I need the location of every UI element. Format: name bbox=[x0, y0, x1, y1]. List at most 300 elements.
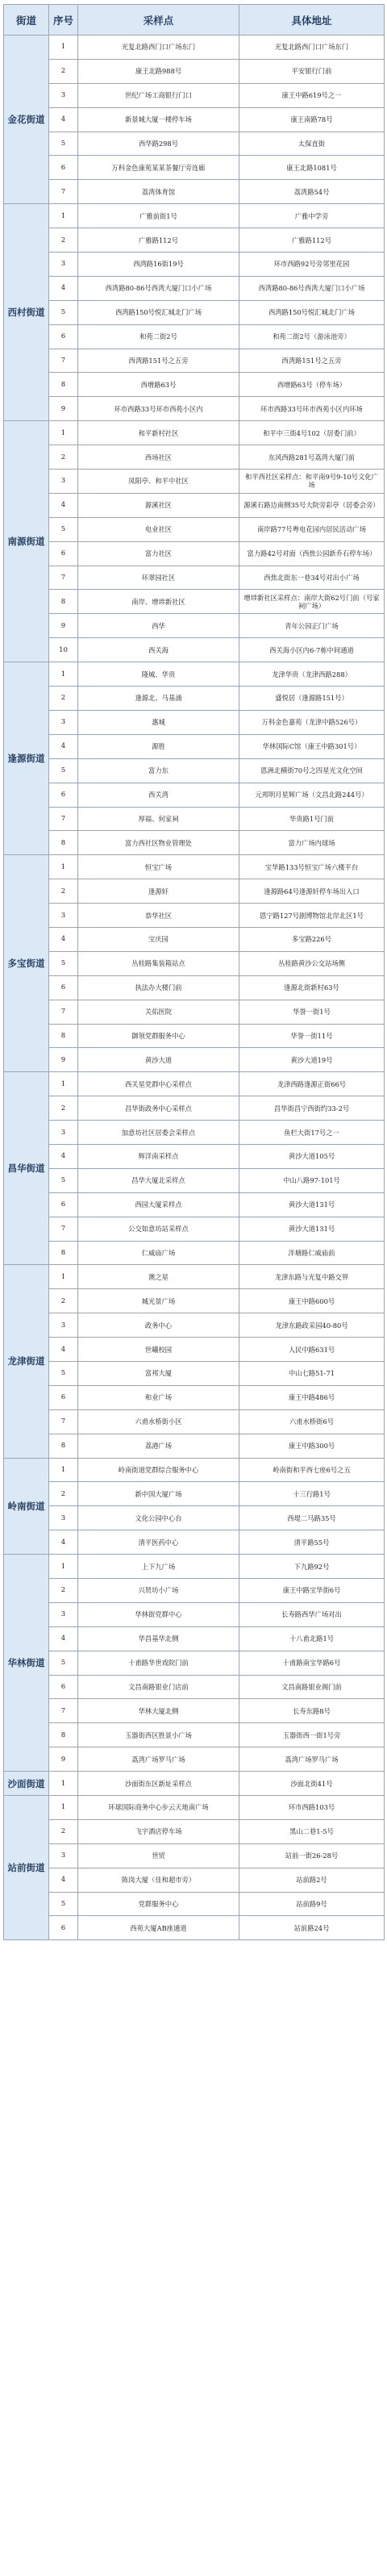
sampling-point: 关佑医院 bbox=[78, 1000, 239, 1024]
address: 增埗新社区采样点：南岸大街62号门前（号家祠广场） bbox=[239, 590, 385, 614]
table-row bbox=[4, 687, 385, 711]
row-index: 7 bbox=[49, 566, 78, 590]
table-row bbox=[4, 1192, 385, 1217]
row-index: 4 bbox=[49, 1144, 78, 1168]
table-row bbox=[4, 397, 385, 421]
address: 泮塘路仁威庙前 bbox=[239, 1241, 385, 1265]
sampling-point: 上下九广场 bbox=[78, 1555, 239, 1579]
address: 南岸路77号粤电花园内居民活动广场 bbox=[239, 517, 385, 541]
table-row bbox=[4, 1602, 385, 1626]
address: 黑山二巷1-5号 bbox=[239, 1819, 385, 1843]
row-index: 1 bbox=[49, 204, 78, 228]
row-index: 4 bbox=[49, 493, 78, 517]
row-index: 7 bbox=[49, 349, 78, 373]
row-index: 5 bbox=[49, 1361, 78, 1385]
address: 环市西路92号旁邻里花园 bbox=[239, 253, 385, 277]
address: 康王北路1081号 bbox=[239, 156, 385, 180]
row-index: 1 bbox=[49, 1265, 78, 1289]
table-row bbox=[4, 1409, 385, 1434]
table-row bbox=[4, 1000, 385, 1024]
sampling-point: 环球国际商务中心步云天地南广场 bbox=[78, 1796, 239, 1820]
address: 富力路42号对面（西焦公园新乔石停车场） bbox=[239, 541, 385, 566]
sampling-point: 逢源北、马基涌 bbox=[78, 687, 239, 711]
address: 西焦北街东一巷34号对出小广场 bbox=[239, 566, 385, 590]
address: 广雅路112号 bbox=[239, 228, 385, 253]
table-row bbox=[4, 758, 385, 783]
row-index: 4 bbox=[49, 1530, 78, 1555]
table-row bbox=[4, 493, 385, 517]
sampling-point: 广雅前街1号 bbox=[78, 204, 239, 228]
row-index: 1 bbox=[49, 1772, 78, 1796]
sampling-point: 华林大厦北侧 bbox=[78, 1699, 239, 1723]
street-name: 龙津街道 bbox=[4, 1265, 49, 1458]
sampling-point: 环翠园社区 bbox=[78, 566, 239, 590]
table-row bbox=[4, 132, 385, 156]
address: 华贵路1号门前 bbox=[239, 807, 385, 831]
sampling-point: 富力社区 bbox=[78, 541, 239, 566]
sampling-point: 源胜 bbox=[78, 734, 239, 758]
table-row bbox=[4, 1434, 385, 1458]
table-row bbox=[4, 1144, 385, 1168]
sampling-point: 西增路63号 bbox=[78, 373, 239, 397]
address: 逢源路64号逢源轩停车场出入口 bbox=[239, 879, 385, 904]
row-index: 2 bbox=[49, 879, 78, 904]
table-row bbox=[4, 1747, 385, 1772]
table-row bbox=[4, 373, 385, 397]
sampling-point: 西湾路150号悦汇城北门广场 bbox=[78, 300, 239, 324]
row-index: 4 bbox=[49, 1868, 78, 1892]
row-index: 8 bbox=[49, 373, 78, 397]
address: 黄沙大道131号 bbox=[239, 1217, 385, 1241]
table-body bbox=[4, 35, 385, 1940]
table-row bbox=[4, 1217, 385, 1241]
address: 康王南路78号 bbox=[239, 107, 385, 132]
sampling-point: 澳之星 bbox=[78, 1265, 239, 1289]
row-index: 8 bbox=[49, 1723, 78, 1747]
address: 西湾路150号悦汇城北门广场 bbox=[239, 300, 385, 324]
sampling-point: 西关星党群中心采样点 bbox=[78, 1072, 239, 1096]
header-address: 具体地址 bbox=[239, 5, 385, 35]
row-index: 3 bbox=[49, 1843, 78, 1868]
row-index: 1 bbox=[49, 1796, 78, 1820]
table-row bbox=[4, 1313, 385, 1338]
address: 康王中路600号 bbox=[239, 1289, 385, 1313]
table-row bbox=[4, 855, 385, 879]
row-index: 4 bbox=[49, 734, 78, 758]
sampling-point: 逢源轩 bbox=[78, 879, 239, 904]
row-index: 8 bbox=[49, 1241, 78, 1265]
sampling-point: 恭华社区 bbox=[78, 904, 239, 928]
row-index: 1 bbox=[49, 1072, 78, 1096]
sampling-point: 富邦大厦 bbox=[78, 1361, 239, 1385]
header-index: 序号 bbox=[49, 5, 78, 35]
sampling-point: 南岸、增埗新社区 bbox=[78, 590, 239, 614]
address: 站前路2号 bbox=[239, 1868, 385, 1892]
sampling-point: 万科金色康苑某某茶餐厅旁连廊 bbox=[78, 156, 239, 180]
row-index: 6 bbox=[49, 324, 78, 349]
sampling-point: 丛桂路集装箱站点 bbox=[78, 951, 239, 975]
row-index: 2 bbox=[49, 1819, 78, 1843]
row-index: 5 bbox=[49, 758, 78, 783]
address: 和平中三街4号102（居委门前） bbox=[239, 421, 385, 445]
row-index: 9 bbox=[49, 614, 78, 638]
row-index: 7 bbox=[49, 807, 78, 831]
table-row bbox=[4, 83, 385, 107]
sampling-point: 荔湾广场罗马广场 bbox=[78, 1747, 239, 1772]
row-index: 5 bbox=[49, 517, 78, 541]
street-name: 金花街道 bbox=[4, 35, 49, 204]
address: 十三行路1号 bbox=[239, 1482, 385, 1506]
sampling-point: 黄沙大道 bbox=[78, 1048, 239, 1072]
sampling-point: 富力东 bbox=[78, 758, 239, 783]
table-row bbox=[4, 1723, 385, 1747]
row-index: 2 bbox=[49, 1289, 78, 1313]
row-index: 5 bbox=[49, 1892, 78, 1916]
table-row bbox=[4, 904, 385, 928]
table-row bbox=[4, 324, 385, 349]
table-row bbox=[4, 180, 385, 204]
table-row bbox=[4, 517, 385, 541]
sampling-point: 宝庆园 bbox=[78, 927, 239, 951]
table-row bbox=[4, 253, 385, 277]
address: 长寿东路8号 bbox=[239, 1699, 385, 1723]
row-index: 2 bbox=[49, 445, 78, 470]
street-name: 南源街道 bbox=[4, 421, 49, 662]
address: 丛桂路黄沙公交站场侧 bbox=[239, 951, 385, 975]
address: 沙面北街41号 bbox=[239, 1772, 385, 1796]
address: 清平路55号 bbox=[239, 1530, 385, 1555]
table-row bbox=[4, 35, 385, 60]
row-index: 3 bbox=[49, 1602, 78, 1626]
address: 站前路24号 bbox=[239, 1916, 385, 1940]
row-index: 1 bbox=[49, 421, 78, 445]
row-index: 5 bbox=[49, 1651, 78, 1675]
sampling-point: 广雅路112号 bbox=[78, 228, 239, 253]
row-index: 6 bbox=[49, 1385, 78, 1409]
table-row bbox=[4, 421, 385, 445]
table-row bbox=[4, 1819, 385, 1843]
sampling-point: 玉器街西区胜景小广场 bbox=[78, 1723, 239, 1747]
row-index: 7 bbox=[49, 1409, 78, 1434]
row-index: 2 bbox=[49, 59, 78, 83]
address: 龙津西路逢源正街66号 bbox=[239, 1072, 385, 1096]
address: 黄沙大道19号 bbox=[239, 1048, 385, 1072]
address: 中山八路97-101号 bbox=[239, 1168, 385, 1192]
sampling-point: 飞宇酒店停车场 bbox=[78, 1819, 239, 1843]
table-row bbox=[4, 156, 385, 180]
row-index: 6 bbox=[49, 1192, 78, 1217]
address: 文昌南路银业阁门前 bbox=[239, 1675, 385, 1699]
row-index: 5 bbox=[49, 132, 78, 156]
row-index: 1 bbox=[49, 35, 78, 60]
row-index: 7 bbox=[49, 1699, 78, 1723]
table-row bbox=[4, 951, 385, 975]
address: 康王中路宝华街6号 bbox=[239, 1579, 385, 1603]
sampling-point: 辉洋南采样点 bbox=[78, 1144, 239, 1168]
table-row bbox=[4, 541, 385, 566]
row-index: 5 bbox=[49, 300, 78, 324]
address: 恩宁路127号剧博物馆北岸北区1号 bbox=[239, 904, 385, 928]
sampling-point: 世曦校园 bbox=[78, 1338, 239, 1362]
address: 十甫路南宝华路6号 bbox=[239, 1651, 385, 1675]
address: 康王中路300号 bbox=[239, 1434, 385, 1458]
header-sampling-point: 采样点 bbox=[78, 5, 239, 35]
sampling-point: 世贸 bbox=[78, 1843, 239, 1868]
sampling-point: 西湾路16街19号 bbox=[78, 253, 239, 277]
row-index: 6 bbox=[49, 541, 78, 566]
address: 荔湾路54号 bbox=[239, 180, 385, 204]
sampling-point: 西湾路80-86号西湾大厦门口小广场 bbox=[78, 276, 239, 300]
sampling-point: 西苑大厦AB座通道 bbox=[78, 1916, 239, 1940]
table-row bbox=[4, 1096, 385, 1121]
table-row bbox=[4, 710, 385, 734]
sampling-point: 加意坊社区居委会采样点 bbox=[78, 1121, 239, 1145]
sampling-point: 源溪社区 bbox=[78, 493, 239, 517]
table-row bbox=[4, 831, 385, 855]
row-index: 3 bbox=[49, 1313, 78, 1338]
address: 昌华街昌宁西街约33-2号 bbox=[239, 1096, 385, 1121]
address: 六甫水桥街6号 bbox=[239, 1409, 385, 1434]
sampling-point: 惠城 bbox=[78, 710, 239, 734]
address: 环市西路33号环市西苑小区内环场 bbox=[239, 397, 385, 421]
table-row bbox=[4, 1530, 385, 1555]
address: 宝华路133号恒宝广场六楼平台 bbox=[239, 855, 385, 879]
sampling-point: 西场社区 bbox=[78, 445, 239, 470]
sampling-point: 恒宝广场 bbox=[78, 855, 239, 879]
address: 长寿路西华广场对出 bbox=[239, 1602, 385, 1626]
sampling-point: 西关海 bbox=[78, 638, 239, 662]
row-index: 3 bbox=[49, 904, 78, 928]
table-row bbox=[4, 638, 385, 662]
table-row bbox=[4, 1338, 385, 1362]
table-row bbox=[4, 1482, 385, 1506]
address: 站前一街26-28号 bbox=[239, 1843, 385, 1868]
table-row bbox=[4, 975, 385, 1000]
street-name: 沙面街道 bbox=[4, 1772, 49, 1796]
address: 广雅中学旁 bbox=[239, 204, 385, 228]
sampling-point: 康王北路988号 bbox=[78, 59, 239, 83]
sampling-point: 荔港广场 bbox=[78, 1434, 239, 1458]
row-index: 3 bbox=[49, 470, 78, 494]
table-row bbox=[4, 204, 385, 228]
sampling-point: 厚福、何家祠 bbox=[78, 807, 239, 831]
table-row bbox=[4, 107, 385, 132]
row-index: 8 bbox=[49, 590, 78, 614]
address: 万科金色嘉苑（龙津中路526号） bbox=[239, 710, 385, 734]
row-index: 6 bbox=[49, 1916, 78, 1940]
row-index: 4 bbox=[49, 107, 78, 132]
address: 西堤二马路35号 bbox=[239, 1506, 385, 1530]
street-name: 西村街道 bbox=[4, 204, 49, 421]
address: 和苑二街2号（游泳池旁） bbox=[239, 324, 385, 349]
sampling-point: 隆城、华贵 bbox=[78, 662, 239, 687]
table-row bbox=[4, 276, 385, 300]
table-row bbox=[4, 1361, 385, 1385]
row-index: 1 bbox=[49, 855, 78, 879]
address: 中山七路51-71 bbox=[239, 1361, 385, 1385]
sampling-point: 陈岗大厦（佳和超市旁） bbox=[78, 1868, 239, 1892]
sampling-point: 兴贤坊小广场 bbox=[78, 1579, 239, 1603]
table-row bbox=[4, 445, 385, 470]
table-row bbox=[4, 1892, 385, 1916]
sampling-point: 沙面街东区新址采样点 bbox=[78, 1772, 239, 1796]
row-index: 4 bbox=[49, 1626, 78, 1651]
table-row bbox=[4, 1651, 385, 1675]
address: 黄沙大道105号 bbox=[239, 1144, 385, 1168]
sampling-point: 御领党群服务中心 bbox=[78, 1024, 239, 1048]
address: 荔湾广场罗马广场 bbox=[239, 1747, 385, 1772]
address: 龙津华贵（龙津西路288） bbox=[239, 662, 385, 687]
table-row bbox=[4, 1675, 385, 1699]
table-row bbox=[4, 1916, 385, 1940]
table-row bbox=[4, 1385, 385, 1409]
table-row bbox=[4, 1772, 385, 1796]
row-index: 7 bbox=[49, 180, 78, 204]
table-row bbox=[4, 1072, 385, 1096]
address: 西湾路80-86号西湾大厦门口小广场 bbox=[239, 276, 385, 300]
sampling-point: 六甫水桥街小区 bbox=[78, 1409, 239, 1434]
sampling-point: 政务中心 bbox=[78, 1313, 239, 1338]
row-index: 4 bbox=[49, 276, 78, 300]
sampling-point: 岭南街道党群综合服务中心 bbox=[78, 1458, 239, 1482]
sampling-point: 华昌基华北侧 bbox=[78, 1626, 239, 1651]
sampling-point: 西华 bbox=[78, 614, 239, 638]
address: 华誉一街11号 bbox=[239, 1024, 385, 1048]
header-row bbox=[4, 5, 385, 35]
sampling-point: 西关湾 bbox=[78, 783, 239, 807]
table-row bbox=[4, 879, 385, 904]
table-row bbox=[4, 1024, 385, 1048]
sampling-point: 和苑二街2号 bbox=[78, 324, 239, 349]
sampling-point: 电业社区 bbox=[78, 517, 239, 541]
row-index: 2 bbox=[49, 687, 78, 711]
row-index: 9 bbox=[49, 1747, 78, 1772]
address: 黄沙大道131号 bbox=[239, 1192, 385, 1217]
sampling-point: 昌华大厦北采样点 bbox=[78, 1168, 239, 1192]
table-row bbox=[4, 662, 385, 687]
table-row bbox=[4, 1579, 385, 1603]
sampling-point: 光复北路西门口广场东门 bbox=[78, 35, 239, 60]
table-row bbox=[4, 1699, 385, 1723]
address: 西增路63号（停车场） bbox=[239, 373, 385, 397]
row-index: 2 bbox=[49, 1482, 78, 1506]
row-index: 1 bbox=[49, 1555, 78, 1579]
address: 太保直街 bbox=[239, 132, 385, 156]
row-index: 6 bbox=[49, 1675, 78, 1699]
sampling-point: 公交如意坊站采样点 bbox=[78, 1217, 239, 1241]
street-name: 昌华街道 bbox=[4, 1072, 49, 1265]
table-row bbox=[4, 1289, 385, 1313]
sampling-point: 城光景广场 bbox=[78, 1289, 239, 1313]
table-row bbox=[4, 228, 385, 253]
sampling-point: 清平医药中心 bbox=[78, 1530, 239, 1555]
row-index: 6 bbox=[49, 975, 78, 1000]
table-row bbox=[4, 1458, 385, 1482]
row-index: 6 bbox=[49, 783, 78, 807]
sampling-point: 西华路298号 bbox=[78, 132, 239, 156]
address: 西湾路151号之五旁 bbox=[239, 349, 385, 373]
sampling-point: 凤阳亭、和平中社区 bbox=[78, 470, 239, 494]
address: 下九路92号 bbox=[239, 1555, 385, 1579]
address: 富力广场内球场 bbox=[239, 831, 385, 855]
table-row bbox=[4, 1796, 385, 1820]
sampling-point: 新景城大厦一楼停车场 bbox=[78, 107, 239, 132]
street-name: 逢源街道 bbox=[4, 662, 49, 855]
address: 玉器街西一街1号旁 bbox=[239, 1723, 385, 1747]
header-street: 街道 bbox=[4, 5, 49, 35]
address: 龙津东路与光复中路交界 bbox=[239, 1265, 385, 1289]
address: 青年公园正门广场 bbox=[239, 614, 385, 638]
table-row bbox=[4, 1241, 385, 1265]
row-index: 1 bbox=[49, 662, 78, 687]
address: 十八甫北路1号 bbox=[239, 1626, 385, 1651]
table-row bbox=[4, 734, 385, 758]
address: 康王中路619号之一 bbox=[239, 83, 385, 107]
address: 龙津东路政采园40-80号 bbox=[239, 1313, 385, 1338]
sampling-point: 环市西路33号环市西苑小区内 bbox=[78, 397, 239, 421]
street-name: 岭南街道 bbox=[4, 1458, 49, 1555]
address: 源溪石路边南侧35号大院旁彩亭（居委会旁） bbox=[239, 493, 385, 517]
row-index: 5 bbox=[49, 1168, 78, 1192]
address: 康王中路486号 bbox=[239, 1385, 385, 1409]
row-index: 9 bbox=[49, 1048, 78, 1072]
table-row bbox=[4, 1555, 385, 1579]
address: 华林国际C馆（康王中路301号） bbox=[239, 734, 385, 758]
row-index: 4 bbox=[49, 1338, 78, 1362]
table-row bbox=[4, 1048, 385, 1072]
table-row bbox=[4, 566, 385, 590]
row-index: 3 bbox=[49, 253, 78, 277]
sampling-point: 华林街党群中心 bbox=[78, 1602, 239, 1626]
sampling-point: 和平新村社区 bbox=[78, 421, 239, 445]
address: 和平西社区采样点：和平南9号9-10号文化广场 bbox=[239, 470, 385, 494]
table-row bbox=[4, 349, 385, 373]
sampling-point: 荔湾体育馆 bbox=[78, 180, 239, 204]
sampling-point: 执法办大楼门前 bbox=[78, 975, 239, 1000]
table-row bbox=[4, 59, 385, 83]
row-index: 4 bbox=[49, 927, 78, 951]
address: 盛悦居（逢源路151号） bbox=[239, 687, 385, 711]
address: 鱼栏大街17号之一 bbox=[239, 1121, 385, 1145]
table-row bbox=[4, 470, 385, 494]
address: 环市西路103号 bbox=[239, 1796, 385, 1820]
row-index: 2 bbox=[49, 1579, 78, 1603]
address: 岭南街和平西七座6号之五 bbox=[239, 1458, 385, 1482]
row-index: 9 bbox=[49, 397, 78, 421]
table-row bbox=[4, 1626, 385, 1651]
row-index: 3 bbox=[49, 710, 78, 734]
table-row bbox=[4, 1868, 385, 1892]
row-index: 1 bbox=[49, 1458, 78, 1482]
row-index: 5 bbox=[49, 951, 78, 975]
street-name: 华林街道 bbox=[4, 1555, 49, 1772]
row-index: 3 bbox=[49, 1506, 78, 1530]
address: 恩洲北横街70号之四星光文化空间 bbox=[239, 758, 385, 783]
address: 西关海小区内6-7栋中间通道 bbox=[239, 638, 385, 662]
row-index: 8 bbox=[49, 1024, 78, 1048]
row-index: 3 bbox=[49, 1121, 78, 1145]
sampling-point: 文昌南路银业门店前 bbox=[78, 1675, 239, 1699]
sampling-points-table bbox=[3, 4, 385, 1940]
row-index: 7 bbox=[49, 1217, 78, 1241]
address: 逢源北街新村63号 bbox=[239, 975, 385, 1000]
table-row bbox=[4, 1121, 385, 1145]
row-index: 8 bbox=[49, 831, 78, 855]
address: 元邦明月星辉广场（文昌北路244号） bbox=[239, 783, 385, 807]
row-index: 6 bbox=[49, 156, 78, 180]
sampling-point: 十甫路华世戏院门前 bbox=[78, 1651, 239, 1675]
table-row bbox=[4, 1506, 385, 1530]
